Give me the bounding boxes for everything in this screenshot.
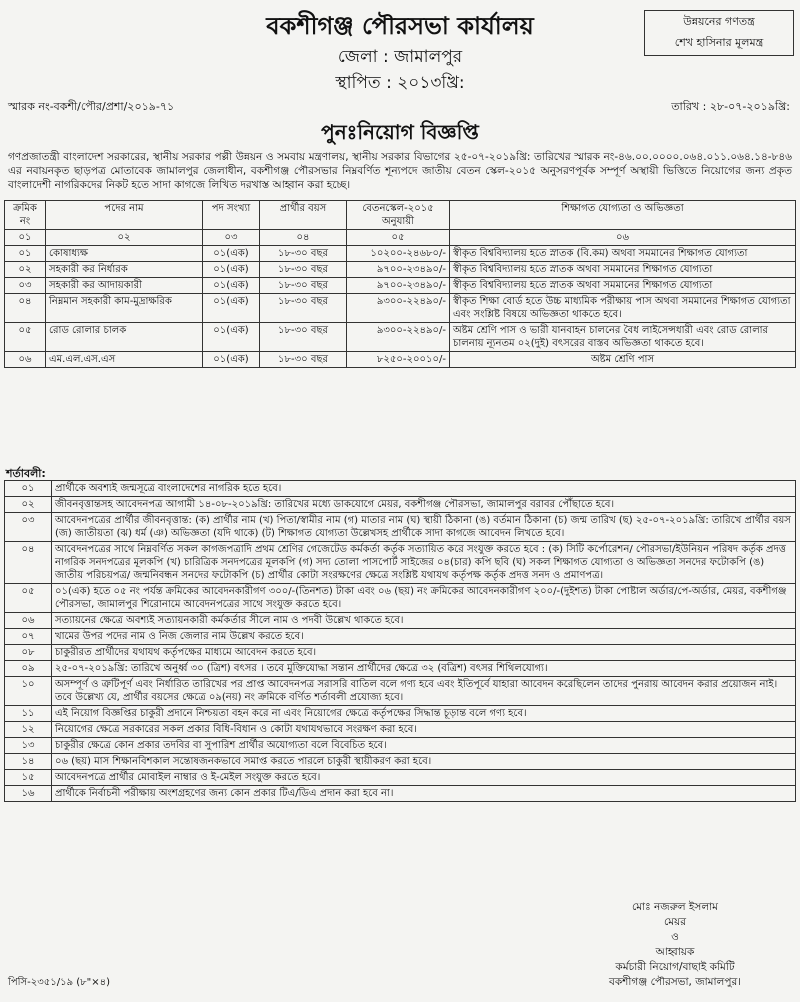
index-cell: ০৫: [347, 230, 450, 246]
condition-number: ০৬: [5, 613, 52, 629]
slogan-line-2: শেখ হাসিনার মূলমন্ত্র: [674, 36, 764, 49]
condition-text: চাকুরীরত প্রার্থীদের যথাযথ কর্তৃপক্ষের মাধ্যমে আবেদন করতে হবে।: [52, 645, 796, 661]
condition-number: ০৯: [5, 661, 52, 677]
condition-number: ১৬: [5, 786, 52, 802]
conditions-title: শর্তাবলী:: [6, 467, 46, 480]
list-item: [5, 513, 796, 542]
condition-text: ২৫-০৭-২০১৯খ্রি: তারিখে অনুর্ধ্ব ৩০ (ত্রিশ) বৎসর । তবে মুক্তিযোদ্ধা সন্তান প্রার্থীদের ক্ষেত্রে ৩২ (বত্রিশ) বৎসর শিথিলযোগ্য।: [52, 661, 796, 677]
post-count: ০১(এক): [203, 278, 260, 294]
table-row: [5, 323, 796, 352]
index-cell: ০৬: [450, 230, 796, 246]
post-serial: ০১: [5, 246, 46, 262]
pc-code: পিসি-২৩৫১/১৯ (৮"×৪): [8, 977, 110, 988]
condition-text: ০১(এক) হতে ০৫ নং পর্যন্ত ক্রমিকের আবেদনকারীগণ ৩০০/-(তিনশত) টাকা এবং ০৬ (ছয়) নং ক্রমিকের আবেদনকারীগণ ২০০/-(দুইশত) টাকা পোষ্টাল অর্ডার/পে-অর্ডার, মেয়র, বকশীগঞ্জ পৌরসভা, জামালপুর শিরোনামে আবেদনপত্রের সাথে সংযুক্ত করতে হবে।: [52, 584, 796, 613]
header-post-name: পদের নাম: [46, 201, 203, 230]
index-cell: ০২: [46, 230, 203, 246]
post-age: ১৮-৩০ বছর: [260, 278, 347, 294]
posts-index-row: [5, 230, 796, 246]
index-cell: ০৪: [260, 230, 347, 246]
list-item: [5, 770, 796, 786]
condition-text: প্রার্থীকে নির্বাচনী পরীক্ষায় অংশগ্রহণের জন্য কোন প্রকার টিএ/ডিএ প্রদান করা হবে না।: [52, 786, 796, 802]
office-title: বকশীগঞ্জ পৌরসভা কার্যালয়: [266, 12, 534, 40]
list-item: [5, 677, 796, 706]
post-qualification: স্বীকৃত বিশ্ববিদ্যালয় হতে স্নাতক অথবা সমমানের শিক্ষাগত যোগ্যতা: [450, 262, 796, 278]
condition-number: ০৭: [5, 629, 52, 645]
post-pay-scale: ১০২০০-২৪৬৮০/-: [347, 246, 450, 262]
post-name: রোড রোলার চালক: [46, 323, 203, 352]
post-serial: ০৬: [5, 352, 46, 368]
signatory-office: বকশীগঞ্জ পৌরসভা, জামালপুর।: [608, 976, 742, 988]
condition-number: ১১: [5, 706, 52, 722]
condition-number: ০৮: [5, 645, 52, 661]
post-name: সহকারী কর আদায়কারী: [46, 278, 203, 294]
post-count: ০১(এক): [203, 352, 260, 368]
list-item: [5, 722, 796, 738]
condition-number: ০১: [5, 481, 52, 497]
post-qualification: স্বীকৃত শিক্ষা বোর্ড হতে উচ্চ মাধ্যমিক পরীক্ষায় পাস অথবা সমমানের শিক্ষাগত যোগ্যতা এবং সংশ্লিষ্ট বিষয়ে অভিজ্ঞতা থাকতে হবে।: [450, 294, 796, 323]
condition-number: ০৫: [5, 584, 52, 613]
post-age: ১৮-৩০ বছর: [260, 262, 347, 278]
condition-number: ১৩: [5, 738, 52, 754]
table-row: [5, 278, 796, 294]
post-qualification: অষ্টম শ্রেণি পাস: [450, 352, 796, 368]
condition-text: নিয়োগের ক্ষেত্রে সরকারের সকল প্রকার বিধি-বিধান ও কোটা যথাযথভাবে সংরক্ষণ করা হবে।: [52, 722, 796, 738]
index-cell: ০১: [5, 230, 46, 246]
list-item: [5, 738, 796, 754]
post-count: ০১(এক): [203, 294, 260, 323]
signatory-title-convener: আহ্বায়ক: [655, 946, 695, 958]
notice-date: তারিখ : ২৮-০৭-২০১৯খ্রি:: [671, 100, 790, 113]
slogan-line-1: উন্নয়নের গণতন্ত্র: [683, 15, 755, 28]
post-age: ১৮-৩০ বছর: [260, 294, 347, 323]
condition-number: ০২: [5, 497, 52, 513]
list-item: [5, 645, 796, 661]
post-qualification: স্বীকৃত বিশ্ববিদ্যালয় হতে স্নাতক (বি.কম) অথবা সমমানের শিক্ষাগত যোগ্যতা: [450, 246, 796, 262]
table-row: [5, 294, 796, 323]
list-item: [5, 786, 796, 802]
table-row: [5, 352, 796, 368]
signatory-and: ও: [671, 931, 679, 943]
condition-text: সত্যায়নের ক্ষেত্রে অবশ্যই সত্যায়নকারী কর্মকর্তার সীলে নাম ও পদবী উল্লেখ থাকতে হবে।: [52, 613, 796, 629]
post-count: ০১(এক): [203, 323, 260, 352]
header-qualification: শিক্ষাগত যোগ্যতা ও অভিজ্ঞতা: [450, 201, 796, 230]
notice-heading: পুনঃনিয়োগ বিজ্ঞপ্তি: [321, 120, 479, 144]
condition-text: এই নিয়োগ বিজ্ঞপ্তির চাকুরী প্রদানে নিশ্চয়তা বহন করে না এবং নিয়োগের ক্ষেত্রে কর্তৃপক্ষের সিদ্ধান্ত চূড়ান্ত বলে গণ্য হবে।: [52, 706, 796, 722]
list-item: [5, 481, 796, 497]
post-name: সহকারী কর নির্ধারক: [46, 262, 203, 278]
post-serial: ০৩: [5, 278, 46, 294]
post-pay-scale: ৯৭০০-২৩৪৯০/-: [347, 278, 450, 294]
condition-text: আবেদনপত্রে প্রার্থীর মোবাইল নাম্বার ও ই-মেইল সংযুক্ত করতে হবে।: [52, 770, 796, 786]
post-serial: ০২: [5, 262, 46, 278]
post-qualification: অষ্টম শ্রেণি পাস ও ভারী যানবাহন চালনের বৈধ লাইসেন্সধারী এবং রোড রোলার চালনায় ন্যূনতম ০২(দুই) বৎসরের বাস্তব অভিজ্ঞতা থাকতে হবে।: [450, 323, 796, 352]
condition-number: ১০: [5, 677, 52, 706]
slogan-box: [644, 10, 794, 56]
post-name: নিম্নমান সহকারী কাম-মুদ্রাক্ষরিক: [46, 294, 203, 323]
conditions-table: [4, 480, 796, 802]
memo-number: স্মারক নং-বকশী/পৌর/প্রশা/২০১৯-৭১: [8, 100, 175, 113]
post-name: কোষাধ্যক্ষ: [46, 246, 203, 262]
post-pay-scale: ৯৭০০-২৩৪৯০/-: [347, 262, 450, 278]
list-item: [5, 706, 796, 722]
table-row: [5, 262, 796, 278]
condition-text: অসম্পূর্ণ ও ত্রুটিপূর্ণ এবং নির্ধারিত তারিখের পর প্রাপ্ত আবেদনপত্র সরাসরি বাতিল বলে গণ্য হবে এবং ইতিপূর্বে যাহারা আবেদন করেছিলেন তাদের পুনরায় আবেদন করার প্রয়োজন নাই। তবে উল্লেখ্য যে, প্রার্থীর বয়সের ক্ষেত্রে ০৯(নয়) নং ক্রমিকে বর্ণিত শর্তাবলী প্রযোজ্য হবে।: [52, 677, 796, 706]
post-pay-scale: ৯৩০০-২২৪৯০/-: [347, 294, 450, 323]
post-pay-scale: ৮২৫০-২০০১০/-: [347, 352, 450, 368]
intro-paragraph: গণপ্রজাতন্ত্রী বাংলাদেশ সরকারের, স্থানীয় সরকার পল্লী উন্নয়ন ও সমবায় মন্ত্রণালয়, স্থানীয় সরকার বিভাগের ২৫-০৭-২০১৯খ্রি: তারিখের স্মারক নং-৪৬.০০.০০০০.০৬৪.০১১.০৬৪.১৪-৮৪৬ এর নবায়নকৃত ছাড়পত্র মোতাবেক জামালপুর জেলাধীন, বকশীগঞ্জ পৌরসভার নিম্নবর্ণিত শূন্যপদে জাতীয় বেতন স্কেল-২০১৫ অনুসরণপূর্বক সম্পূর্ণ অস্থায়ী ভিত্তিতে নিয়োগের জন্য প্রকৃত বাংলাদেশী নাগরিকদের নিকট হতে সাদা কাগজে লিখিত দরখাস্ত আহ্বান করা হচ্ছে।: [8, 151, 792, 191]
signatory-committee: কর্মচারী নিয়োগ/বাছাই কমিটি: [615, 961, 735, 973]
condition-text: আবেদনপত্রের সাথে নিম্নবর্ণিত সকল কাগজপত্রাদি প্রথম শ্রেণির গেজেটেড কর্মকর্তা কর্তৃক সত্যায়িত করে সংযুক্ত করতে হবে : (ক) সিটি কর্পোরেশন/ পৌরসভা/ইউনিয়ন পরিষদ কর্তৃক প্রদত্ত নাগরিক সনদপত্রের মূলকপি (খ) চারিত্রিক সনদপত্রের মূলকপি (গ) সদ্য তোলা পাসপোর্ট সাইজের ০৪(চার) কপি ছবি (ঘ) সকল শিক্ষাগত যোগ্যতা ও অভিজ্ঞতা সনদের ফটোকপি (ঙ) জাতীয় পরিচয়পত্র/ জন্মনিবন্ধন সনদের ফটোকপি (চ) প্রার্থীর কোটা সংরক্ষণের ক্ষেত্রে সংশ্লিষ্ট যথাযথ কর্তৃপক্ষ কর্তৃক প্রদত্ত সনদ ও প্রমাণপত্র।: [52, 542, 796, 584]
header-pay-scale: বেতনস্কেল-২০১৫ অনুযায়ী: [347, 201, 450, 230]
condition-text: চাকুরীর ক্ষেত্রে কোন প্রকার তদবির বা সুপারিশ প্রার্থীর অযোগ্যতা বলে বিবেচিত হবে।: [52, 738, 796, 754]
post-pay-scale: ৯৩০০-২২৪৯০/-: [347, 323, 450, 352]
post-qualification: স্বীকৃত বিশ্ববিদ্যালয় হতে স্নাতক অথবা সমমানের শিক্ষাগত যোগ্যতা: [450, 278, 796, 294]
condition-text: জীবনবৃত্তান্তসহ আবেদনপত্র আগামী ১৪-০৮-২০১৯খ্রি: তারিখের মধ্যে ডাকযোগে মেয়র, বকশীগঞ্জ পৌরসভা, জামালপুর বরাবর পৌঁছাতে হবে।: [52, 497, 796, 513]
condition-number: ১৪: [5, 754, 52, 770]
posts-header-row: [5, 201, 796, 230]
posts-table: [4, 200, 796, 368]
condition-text: আবেদনপত্রের প্রার্থীর জীবনবৃত্তান্ত: (ক) প্রার্থীর নাম (খ) পিতা/স্বামীর নাম (গ) মাতার নাম (ঘ) স্থায়ী ঠিকানা (ঙ) বর্তমান ঠিকানা (চ) জন্ম তারিখ (ছ) ২৫-০৭-২০১৯খ্রি: তারিখে প্রার্থীর বয়স (জ) জাতীয়তা (ঝ) ধর্ম (ঞ) অভিজ্ঞতা (যদি থাকে) (ট) শিক্ষাগত যোগ্যতা উল্লেখসহ প্রার্থীকে সাদা কাগজে আবেদন লিখতে হবে।: [52, 513, 796, 542]
post-age: ১৮-৩০ বছর: [260, 246, 347, 262]
list-item: [5, 542, 796, 584]
post-age: ১৮-৩০ বছর: [260, 323, 347, 352]
established-line: স্থাপিত : ২০১৩খ্রি:: [335, 73, 465, 93]
list-item: [5, 629, 796, 645]
district-line: জেলা : জামালপুর: [337, 47, 463, 67]
condition-number: ১২: [5, 722, 52, 738]
signature-block: [560, 900, 790, 990]
condition-number: ১৫: [5, 770, 52, 786]
condition-number: ০৩: [5, 513, 52, 542]
condition-text: খামের উপর পদের নাম ও নিজ জেলার নাম উল্লেখ করতে হবে।: [52, 629, 796, 645]
post-serial: ০৫: [5, 323, 46, 352]
condition-number: ০৪: [5, 542, 52, 584]
header-age: প্রার্থীর বয়স: [260, 201, 347, 230]
index-cell: ০৩: [203, 230, 260, 246]
header-post-count: পদ সংখ্যা: [203, 201, 260, 230]
list-item: [5, 661, 796, 677]
post-name: এম.এল.এস.এস: [46, 352, 203, 368]
signatory-name: মোঃ নজরুল ইসলাম: [631, 901, 719, 913]
list-item: [5, 613, 796, 629]
post-age: ১৮-৩০ বছর: [260, 352, 347, 368]
post-serial: ০৪: [5, 294, 46, 323]
condition-text: প্রার্থীকে অবশ্যই জন্মসূত্রে বাংলাদেশের নাগরিক হতে হবে।: [52, 481, 796, 497]
signatory-title-mayor: মেয়র: [663, 916, 687, 928]
table-row: [5, 246, 796, 262]
list-item: [5, 584, 796, 613]
list-item: [5, 754, 796, 770]
post-count: ০১(এক): [203, 246, 260, 262]
post-count: ০১(এক): [203, 262, 260, 278]
condition-text: ০৬ (ছয়) মাস শিক্ষানবিশকাল সন্তোষজনকভাবে সমাপ্ত করতে পারলে চাকুরী স্থায়ীকরণ করা হবে।: [52, 754, 796, 770]
header-serial: ক্রমিক নং: [5, 201, 46, 230]
list-item: [5, 497, 796, 513]
